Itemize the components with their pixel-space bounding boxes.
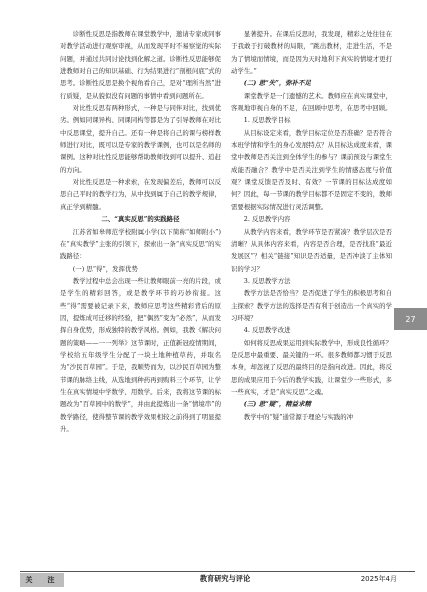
footer bbox=[20, 573, 415, 588]
paragraph: 对比性反思是一种求索，在发现偏差后，教师可以反思自己平时的教学行为，从中找到属于自己的教学规律，真正学到精髓。 bbox=[60, 178, 221, 211]
paragraph: 从目标设定来看，教学目标定位是否准确？是否符合本班学情和学生的身心发展特点？从目标达成度来看，课堂中教师是否关注到全体学生的参与？课前预设与课堂生成能否融合？教学中是否关注到学生的情感态度与价值观？课堂反馈是否及时、有效？一节课的目标达成度如何？因此，每一节课的教学目标都不是固定不变的，教师需要根据实际情况进行灵活调整。 bbox=[231, 128, 392, 211]
paragraph: 江苏省如皋师范学校附属小学(以下简称“如师附小”)在“真实教学”主张的引领下，探索出一条“真实反思”的实践路径： bbox=[60, 227, 221, 261]
issue-date: 2025年4月 bbox=[360, 575, 397, 583]
paragraph: 教学中的“疑”通常源于理论与实践的冲 bbox=[243, 412, 354, 421]
paragraph: 如何将反思成果运用到实际教学中，形成良性循环？是反思中最重要、最关键的一环。很多教师都习惯于反思本身，却忽视了反思的最终目的是指向改进。因此，将反思的成果应用于今后的教学实践，让课堂少一些形式，多一些真实，才是“真实反思”之魂。 bbox=[231, 338, 392, 396]
journal-title: 教育研究与评论 bbox=[199, 574, 251, 583]
paragraph: 4. 反思教学改进 bbox=[243, 326, 291, 335]
paragraph: 3. 反思教学方法 bbox=[243, 276, 291, 285]
section-heading: (二) 思“失”，弥补不足 bbox=[243, 79, 311, 88]
right-column bbox=[231, 28, 392, 423]
paragraph: 诊断性反思是指教师在课堂教学中，邀请专家或同事对教学活动进行观察审视，从而发现平时不易察觉的实际问题，并通过共同讨论找到化解之道。诊断性反思能够促进教师对自己的知识基础、行为结果进行“剖根问底”式的思考。诊断性反思是换个视角看自己，是对“理所当然”进行质疑，是从貌似没有问题的事情中看到问题所在。 bbox=[60, 30, 221, 100]
paragraph: 课堂教学是一门遗憾的艺术。教师应在真实课堂中，客观地审视自身的不足，在回顾中思考，在思考中回顾。 bbox=[231, 91, 392, 113]
section-heading: 二、“真实反思”的实践路径 bbox=[101, 215, 180, 224]
paragraph: 2. 反思教学内容 bbox=[243, 215, 291, 224]
section-label: 关 注 bbox=[20, 573, 64, 587]
page-number-tab bbox=[394, 308, 427, 330]
paragraph: 显著提升。在课后反思时，我发现，精彩之处往往在于我敢于打破教材的局限，“跳出教材，走进生活，不是为了情境而情境，而是因为天时地利下真实的情境才更打动学生。” bbox=[231, 30, 392, 76]
paragraph: 教学方法是否恰当？是否促进了学生的积极思考和自主探索？教学方法的选择是否有利于创造出一个真实的学习环境？ bbox=[231, 289, 392, 322]
section-heading: (一) 思“得”，发挥优势 bbox=[72, 264, 138, 273]
paragraph: 教学过程中总会出现一些让教师眼前一亮的片段，或是学生的精彩回答，或是教学环节的巧妙衔接。这些“得”需要被记录下来，教师应思考这些精彩背后的原因，提炼成可迁移的经验，把“偶然”变为“必然”，从而发挥自身优势，形成独特的教学风格。例如，我教《解决问题的策略——一一列举》这节课时，正值新冠疫情期间，学校给五年级学生分配了一块土地种植草药，并取名为“沙民百草园”。于是，我顺势而为，以沙民百草园为整节课的脉络主线，从选地到种药再到购料三个环节，让学生在真实情境中学数学、用数学。后来，我将这节课的标题改为“百草园中的数学”，并由此提炼出一条“情境串”的教学路径，使得整节课的教学效果相较之前得到了明显提升。 bbox=[60, 276, 221, 433]
paragraph: 从教学内容来看，教学环节是否紧凑？教学层次是否清晰？从具体内容来看，内容是否合理，是否找准“最近发展区”？相关“链接”知识是否适量，是否冲淡了主体知识的学习？ bbox=[231, 227, 392, 273]
page-number: 27 bbox=[405, 314, 416, 324]
paragraph: 1. 反思教学目标 bbox=[243, 116, 291, 125]
left-column bbox=[60, 28, 221, 435]
paragraph: 对比性反思有两种形式，一种是与同伴对比，找到优劣。例如同课异构、同课同构等都是为了引导教师在对比中反思课堂，提升自己。还有一种是将自己的课与榜样教师进行对比，既可以是专家的教学课例，也可以是名师的课例。这种对比性反思能够帮助教师找到可以提升、追赶的方向。 bbox=[60, 104, 221, 174]
footer-rule bbox=[20, 571, 415, 572]
section-heading: (三) 思“疑”，精益求精 bbox=[243, 400, 311, 409]
